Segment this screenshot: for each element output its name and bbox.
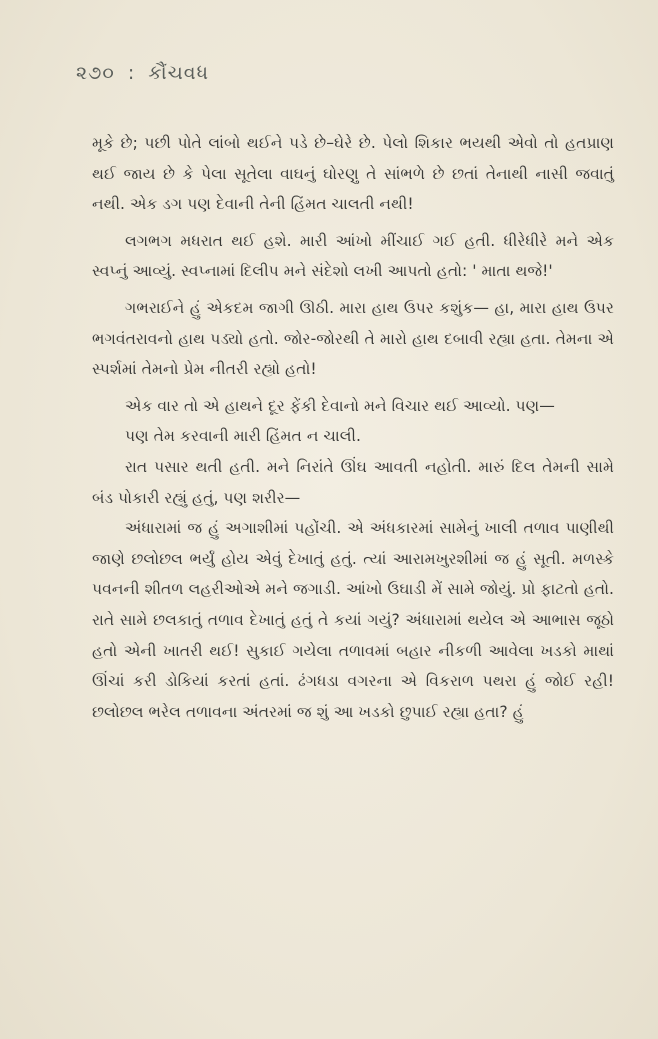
paragraph: લગભગ મધરાત થઈ હશે. મારી આંખો મીંચાઈ ગઈ હતી. ધીરેધીરે મને એક સ્વપ્નું આવ્યું. સ્વપ્નામાં દિલીપ મને સંદેશો લખી આપતો હતો: ' માતા થજે!' <box>92 231 614 281</box>
book-title: કૌંચવધ <box>148 62 210 84</box>
page-number: ૨૭૦ <box>76 62 115 84</box>
paragraph: ગભરાઈને હું એકદમ જાગી ઊઠી. મારા હાથ ઉપર કશુંક— હા, મારા હાથ ઉપર ભગવંતરાવનો હાથ પડ્યો હતો. જોર-જોરથી તે મારો હાથ દબાવી રહ્યા હતા. તેમના એ સ્પર્શમાં તેમનો પ્રેમ નીતરી રહ્યો હતો! <box>92 298 614 379</box>
paragraph: અંધારામાં જ હું અગાશીમાં પહોંચી. એ અંધકારમાં સામેનું ખાલી તળાવ પાણીથી જાણે છલોછલ ભર્યું હોય એવું દેખાતું હતું. ત્યાં આરામખુરશીમાં જ હું સૂતી. મળસ્કે પવનની શીતળ લહરીઓએ મને જગાડી. આંખો ઉઘાડી મેં સામે જોયું. પ્રો ફાટતો હતો. રાતે સામે છલકાતું તળાવ દેખાતું હતું તે કયાં ગયું? અંધારામાં થયેલ એ આભાસ જૂઠો હતો એની ખાતરી થઈ! સુકાઈ ગયેલા તળાવમાં બહાર નીકળી આવેલા ખડકો માથાં ઊંચાં કરી ડોકિયાં કરતાં હતાં. ઢંગધડા વગરના એ વિકરાળ પથરા હું જોઈ રહી! છલોછલ ભરેલ તળાવના અંતરમાં જ શું આ ખડકો છુપાઈ રહ્યા હતા? હું <box>92 519 614 721</box>
running-head <box>76 62 215 84</box>
body-text <box>92 128 614 727</box>
paragraph: રાત પસાર થતી હતી. મને નિરાંતે ઊંઘ આવતી નહોતી. મારું દિલ તેમની સામે બંડ પોકારી રહ્યું હતું, પણ શરીર— <box>92 457 614 507</box>
header-separator: : <box>127 62 136 84</box>
paragraph: પણ તેમ કરવાની મારી હિંમત ન ચાલી. <box>125 427 361 446</box>
paragraph: એક વાર તો એ હાથને દૂર ફેંકી દેવાનો મને વિચાર થઈ આવ્યો. પણ— <box>125 396 555 415</box>
paragraph: મૂકે છે; પછી પોતે લાંબો થઈને પડે છે–ઘેરે છે. પેલો શિકાર ભયથી એવો તો હતપ્રાણ થઈ જાય છે કે પેલા સૂતેલા વાઘનું ઘોરણુ તે સાંભળે છે છતાં તેનાથી નાસી જવાતું નથી. એક ડગ પણ દેવાની તેની હિંમત ચાલતી નથી! <box>92 134 614 214</box>
